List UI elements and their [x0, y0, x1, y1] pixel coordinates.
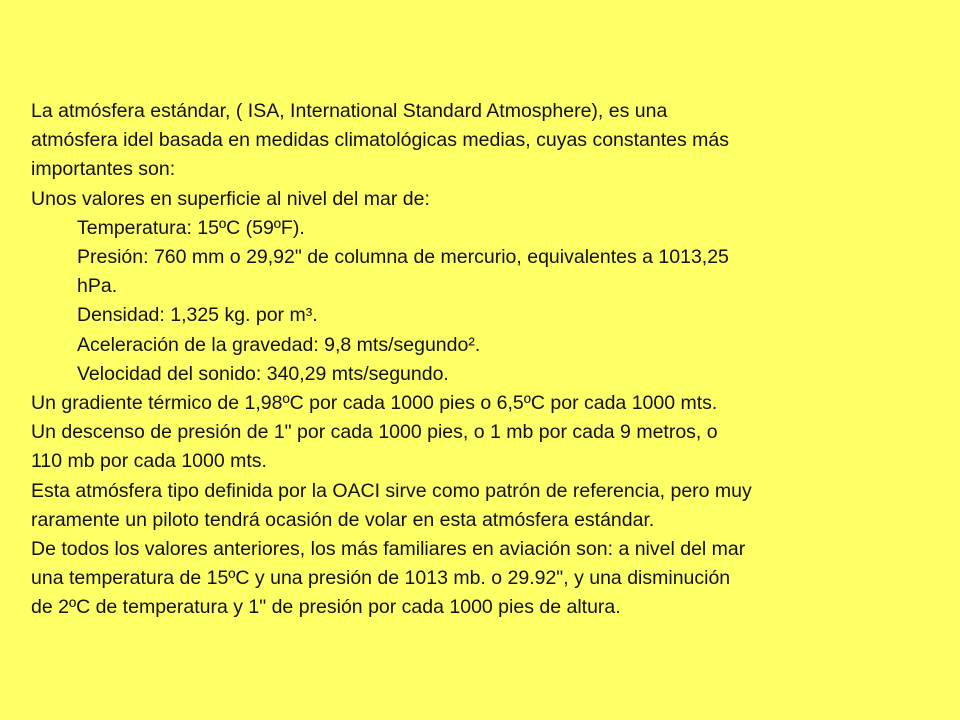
pressure-value: Presión: 760 mm o 29,92" de columna de mercurio, equivalentes a 1013,25 — [77, 246, 729, 269]
text-line: importantes son: — [31, 158, 176, 181]
body-text — [31, 97, 931, 623]
gravity-value: Aceleración de la gravedad: 9,8 mts/segundo². — [77, 333, 481, 356]
surface-values-intro — [31, 185, 931, 214]
text-line: atmósfera idel basada en medidas climatológicas medias, cuyas constantes más — [31, 129, 730, 152]
text-line: La atmósfera estándar, ( ISA, International Standard Atmosphere), es una — [31, 100, 668, 122]
surface-values-list — [31, 214, 931, 389]
intro-paragraph — [31, 97, 931, 185]
gradient-paragraph — [31, 389, 931, 418]
sound-speed-value: Velocidad del sonido: 340,29 mts/segundo. — [77, 362, 449, 385]
text-line: De todos los valores anteriores, los más familiares en aviación son: a nivel del mar — [31, 538, 746, 561]
summary-paragraph — [31, 535, 931, 623]
text-line: Un descenso de presión de 1" por cada 1000 pies, o 1 mb por cada 9 metros, o — [31, 421, 718, 444]
pressure-value-cont: hPa. — [77, 275, 118, 298]
text-line: Esta atmósfera tipo definida por la OACI sirve como patrón de referencia, pero muy — [31, 479, 752, 502]
density-value: Densidad: 1,325 kg. por m³. — [77, 304, 318, 327]
pressure-drop-paragraph — [31, 418, 931, 476]
temperature-value: Temperatura: 15ºC (59ºF). — [77, 216, 305, 239]
text-line: 110 mb por cada 1000 mts. — [31, 450, 267, 473]
text-line: de 2ºC de temperatura y 1" de presión por cada 1000 pies de altura. — [31, 596, 621, 619]
text-line: Unos valores en superficie al nivel del mar de: — [31, 187, 430, 210]
oaci-paragraph — [31, 477, 931, 535]
text-line: una temperatura de 15ºC y una presión de 1013 mb. o 29.92", y una disminución — [31, 567, 731, 590]
text-line: raramente un piloto tendrá ocasión de volar en esta atmósfera estándar. — [31, 508, 655, 531]
text-line: Un gradiente térmico de 1,98ºC por cada 1000 pies o 6,5ºC por cada 1000 mts. — [31, 392, 718, 415]
